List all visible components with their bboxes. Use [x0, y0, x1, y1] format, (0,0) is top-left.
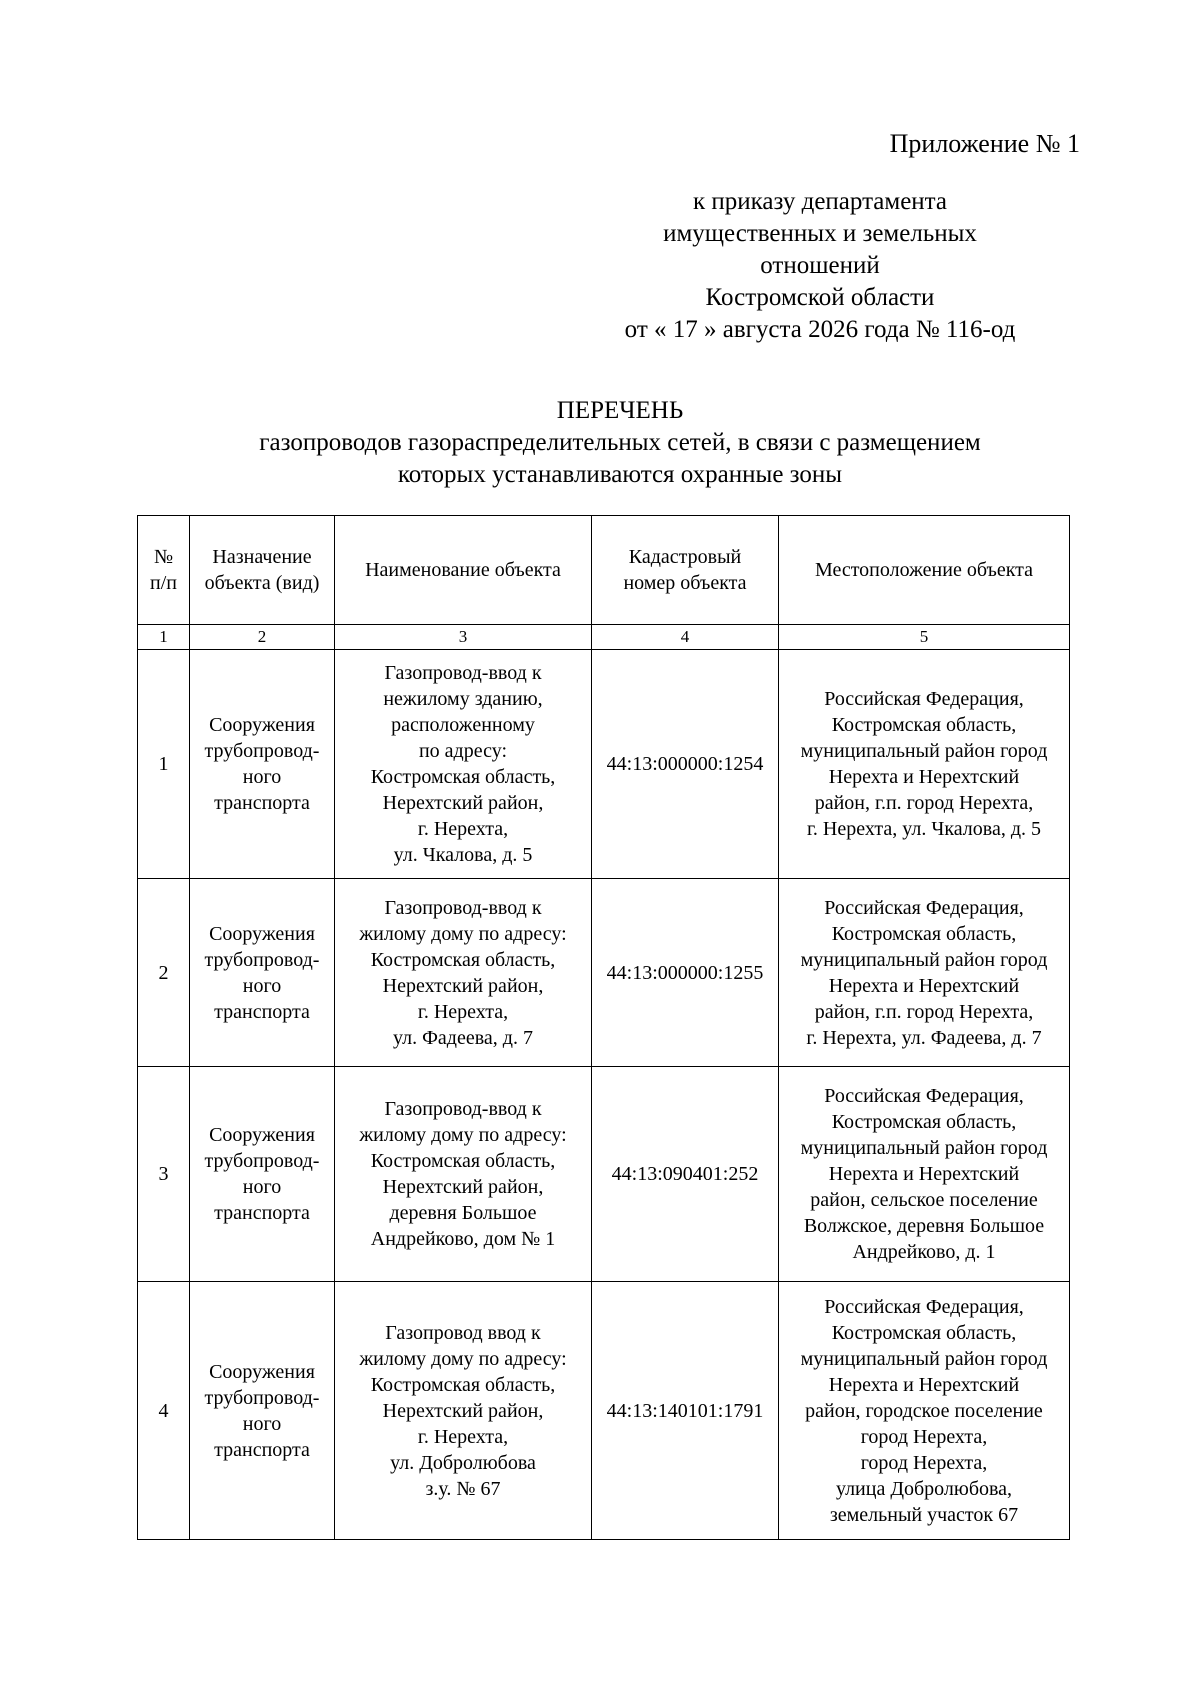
row-name: Газопровод-ввод к нежилому зданию, расположенному по адресу: Костромская область, Нерехтский район, г. Нерехта, ул. Чкалова, д. 5 — [335, 650, 592, 879]
row-purpose: Сооружения трубопровод- ного транспорта — [190, 650, 335, 879]
row-name: Газопровод-ввод к жилому дому по адресу: Костромская область, Нерехтский район, деревня Большое Андрейково, дом № 1 — [335, 1067, 592, 1282]
header-number: № п/п — [138, 516, 190, 625]
row-cadastral: 44:13:000000:1254 — [592, 650, 779, 879]
row-name: Газопровод ввод к жилому дому по адресу: Костромская область, Нерехтский район, г. Нерехта, ул. Добролюбова з.у. № 67 — [335, 1282, 592, 1540]
header-name: Наименование объекта — [335, 516, 592, 625]
column-number: 3 — [335, 625, 592, 650]
row-purpose: Сооружения трубопровод- ного транспорта — [190, 879, 335, 1067]
title-line: которых устанавливаются охранные зоны — [397, 461, 843, 488]
row-number: 4 — [138, 1282, 190, 1540]
header-location: Местоположение объекта — [779, 516, 1070, 625]
row-purpose: Сооружения трубопровод- ного транспорта — [190, 1067, 335, 1282]
row-location: Российская Федерация, Костромская область, муниципальный район город Нерехта и Нерехтский район, г.п. город Нерехта, г. Нерехта, ул. Чкалова, д. 5 — [779, 650, 1070, 879]
pipelines-table — [137, 515, 1070, 1540]
row-number: 1 — [138, 650, 190, 879]
row-location: Российская Федерация, Костромская область, муниципальный район город Нерехта и Нерехтский район, городское поселение город Нерехта, город Нерехта, улица Добролюбова, земельный участок 67 — [779, 1282, 1070, 1540]
column-number: 4 — [592, 625, 779, 650]
header-cadastral: Кадастровый номер объекта — [592, 516, 779, 625]
order-line: имущественных и земельных — [663, 220, 977, 247]
title-line: газопроводов газораспределительных сетей, в связи с размещением — [259, 429, 981, 456]
row-location: Российская Федерация, Костромская область, муниципальный район город Нерехта и Нерехтский район, сельское поселение Волжское, деревня Большое Андрейково, д. 1 — [779, 1067, 1070, 1282]
row-location: Российская Федерация, Костромская область, муниципальный район город Нерехта и Нерехтский район, г.п. город Нерехта, г. Нерехта, ул. Фадеева, д. 7 — [779, 879, 1070, 1067]
column-number: 2 — [190, 625, 335, 650]
row-number: 2 — [138, 879, 190, 1067]
row-number: 3 — [138, 1067, 190, 1282]
title-heading: ПЕРЕЧЕНЬ — [556, 397, 684, 424]
column-number-row — [138, 625, 1070, 650]
table-row — [138, 1282, 1070, 1540]
order-line: к приказу департамента — [692, 188, 948, 215]
row-cadastral: 44:13:140101:1791 — [592, 1282, 779, 1540]
order-line: Костромской области — [705, 284, 935, 311]
order-date-number: от « 17 » августа 2026 года № 116-од — [624, 316, 1016, 343]
order-line: отношений — [760, 252, 880, 279]
table-row — [138, 1067, 1070, 1282]
row-purpose: Сооружения трубопровод- ного транспорта — [190, 1282, 335, 1540]
header-purpose: Назначение объекта (вид) — [190, 516, 335, 625]
column-number: 5 — [779, 625, 1070, 650]
row-name: Газопровод-ввод к жилому дому по адресу: Костромская область, Нерехтский район, г. Нерехта, ул. Фадеева, д. 7 — [335, 879, 592, 1067]
row-cadastral: 44:13:000000:1255 — [592, 879, 779, 1067]
column-number: 1 — [138, 625, 190, 650]
table-row — [138, 879, 1070, 1067]
table-row — [138, 650, 1070, 879]
document-title — [0, 395, 1200, 491]
appendix-label: Приложение № 1 — [889, 129, 1080, 158]
row-cadastral: 44:13:090401:252 — [592, 1067, 779, 1282]
table-header-row — [138, 516, 1070, 625]
order-reference — [560, 186, 1080, 346]
